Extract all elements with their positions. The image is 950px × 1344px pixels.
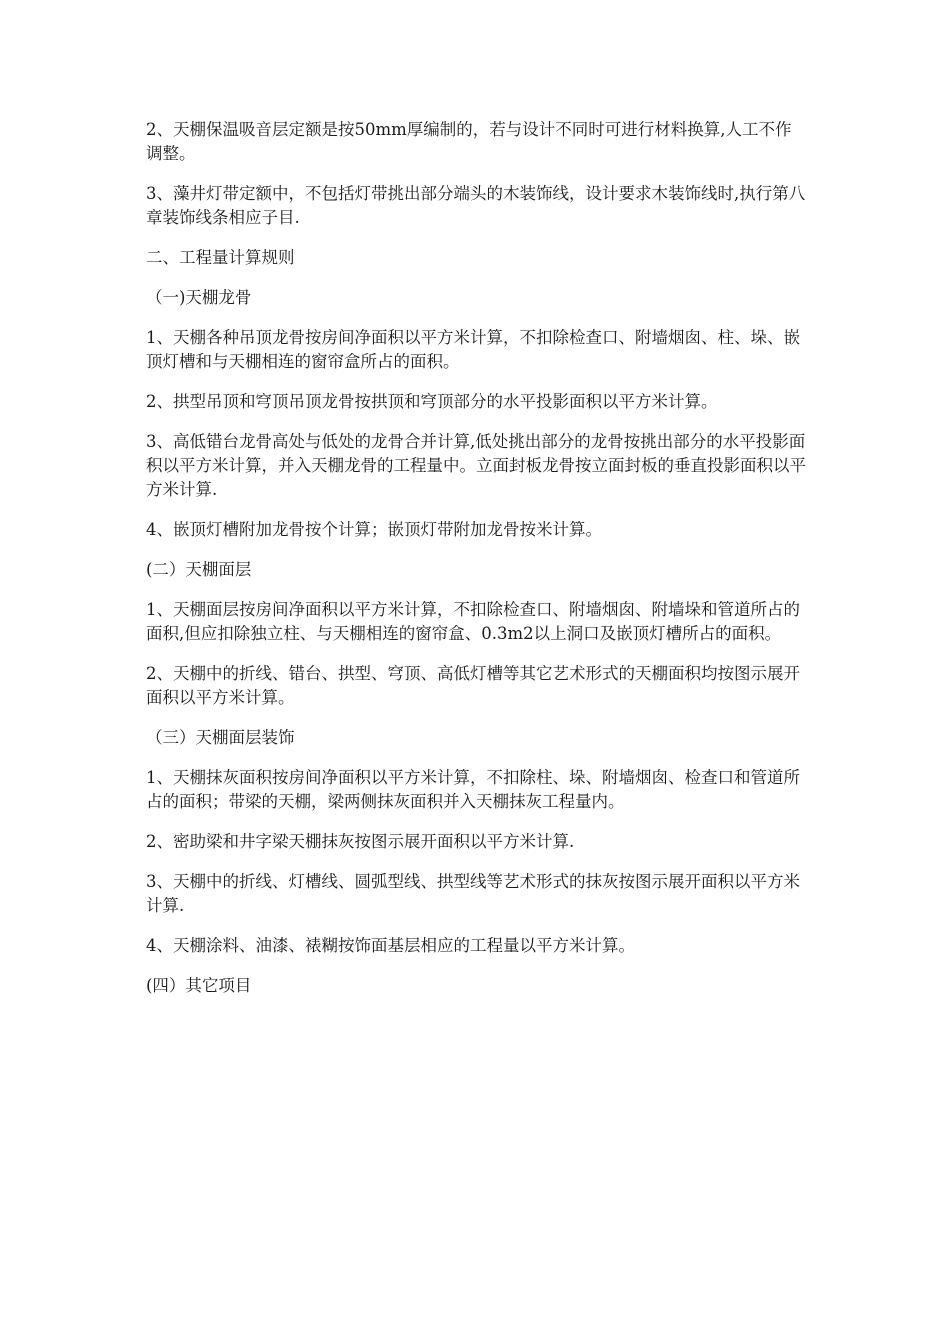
paragraph-insulation-layer: 2、天棚保温吸音层定额是按50mm厚编制的，若与设计不同时可进行材料换算,人工不作调整。 [146, 120, 792, 163]
subsection-heading-surface-decoration: （三）天棚面层装饰 [146, 728, 295, 747]
paragraph-surface-rule-1: 1、天棚面层按房间净面积以平方米计算，不扣除检查口、附墙烟囱、附墙垛和管道所占的面积,但应扣除独立柱、与天棚相连的窗帘盒、0.3m2以上洞口及嵌顶灯槽所占的面积。 [146, 600, 800, 643]
paragraph-caisson-light-strip: 3、藻井灯带定额中，不包括灯带挑出部分端头的木装饰线，设计要求木装饰线时,执行第八章装饰线条相应子目. [146, 184, 806, 227]
subsection-heading-other-items: (四）其它项目 [146, 976, 252, 995]
document-body [146, 118, 806, 1014]
paragraph-decoration-rule-3: 3、天棚中的折线、灯槽线、圆弧型线、拱型线等艺术形式的抹灰按图示展开面积以平方米计算. [146, 872, 800, 915]
paragraph-keel-rule-1: 1、天棚各种吊顶龙骨按房间净面积以平方米计算，不扣除检查口、附墙烟囱、柱、垛、嵌顶灯槽和与天棚相连的窗帘盒所占的面积。 [146, 328, 800, 371]
paragraph-decoration-rule-1: 1、天棚抹灰面积按房间净面积以平方米计算，不扣除柱、垛、附墙烟囱、检查口和管道所占的面积；带梁的天棚，梁两侧抹灰面积并入天棚抹灰工程量内。 [146, 768, 800, 811]
paragraph-keel-rule-4: 4、嵌顶灯槽附加龙骨按个计算；嵌顶灯带附加龙骨按米计算。 [146, 520, 602, 539]
paragraph-decoration-rule-4: 4、天棚涂料、油漆、裱糊按饰面基层相应的工程量以平方米计算。 [146, 936, 635, 955]
paragraph-keel-rule-2: 2、拱型吊顶和穹顶吊顶龙骨按拱顶和穹顶部分的水平投影面积以平方米计算。 [146, 392, 718, 411]
paragraph-decoration-rule-2: 2、密助梁和井字梁天棚抹灰按图示展开面积以平方米计算. [146, 832, 575, 851]
paragraph-keel-rule-3: 3、高低错台龙骨高处与低处的龙骨合并计算,低处挑出部分的龙骨按挑出部分的水平投影面积以平方米计算，并入天棚龙骨的工程量中。立面封板龙骨按立面封板的垂直投影面积以平方米计算. [146, 432, 806, 499]
subsection-heading-ceiling-keel: （一)天棚龙骨 [146, 288, 252, 307]
section-heading-calculation-rules: 二、工程量计算规则 [146, 248, 295, 267]
paragraph-surface-rule-2: 2、天棚中的折线、错台、拱型、穹顶、高低灯槽等其它艺术形式的天棚面积均按图示展开面积以平方米计算。 [146, 664, 800, 707]
subsection-heading-ceiling-surface: (二）天棚面层 [146, 560, 252, 579]
